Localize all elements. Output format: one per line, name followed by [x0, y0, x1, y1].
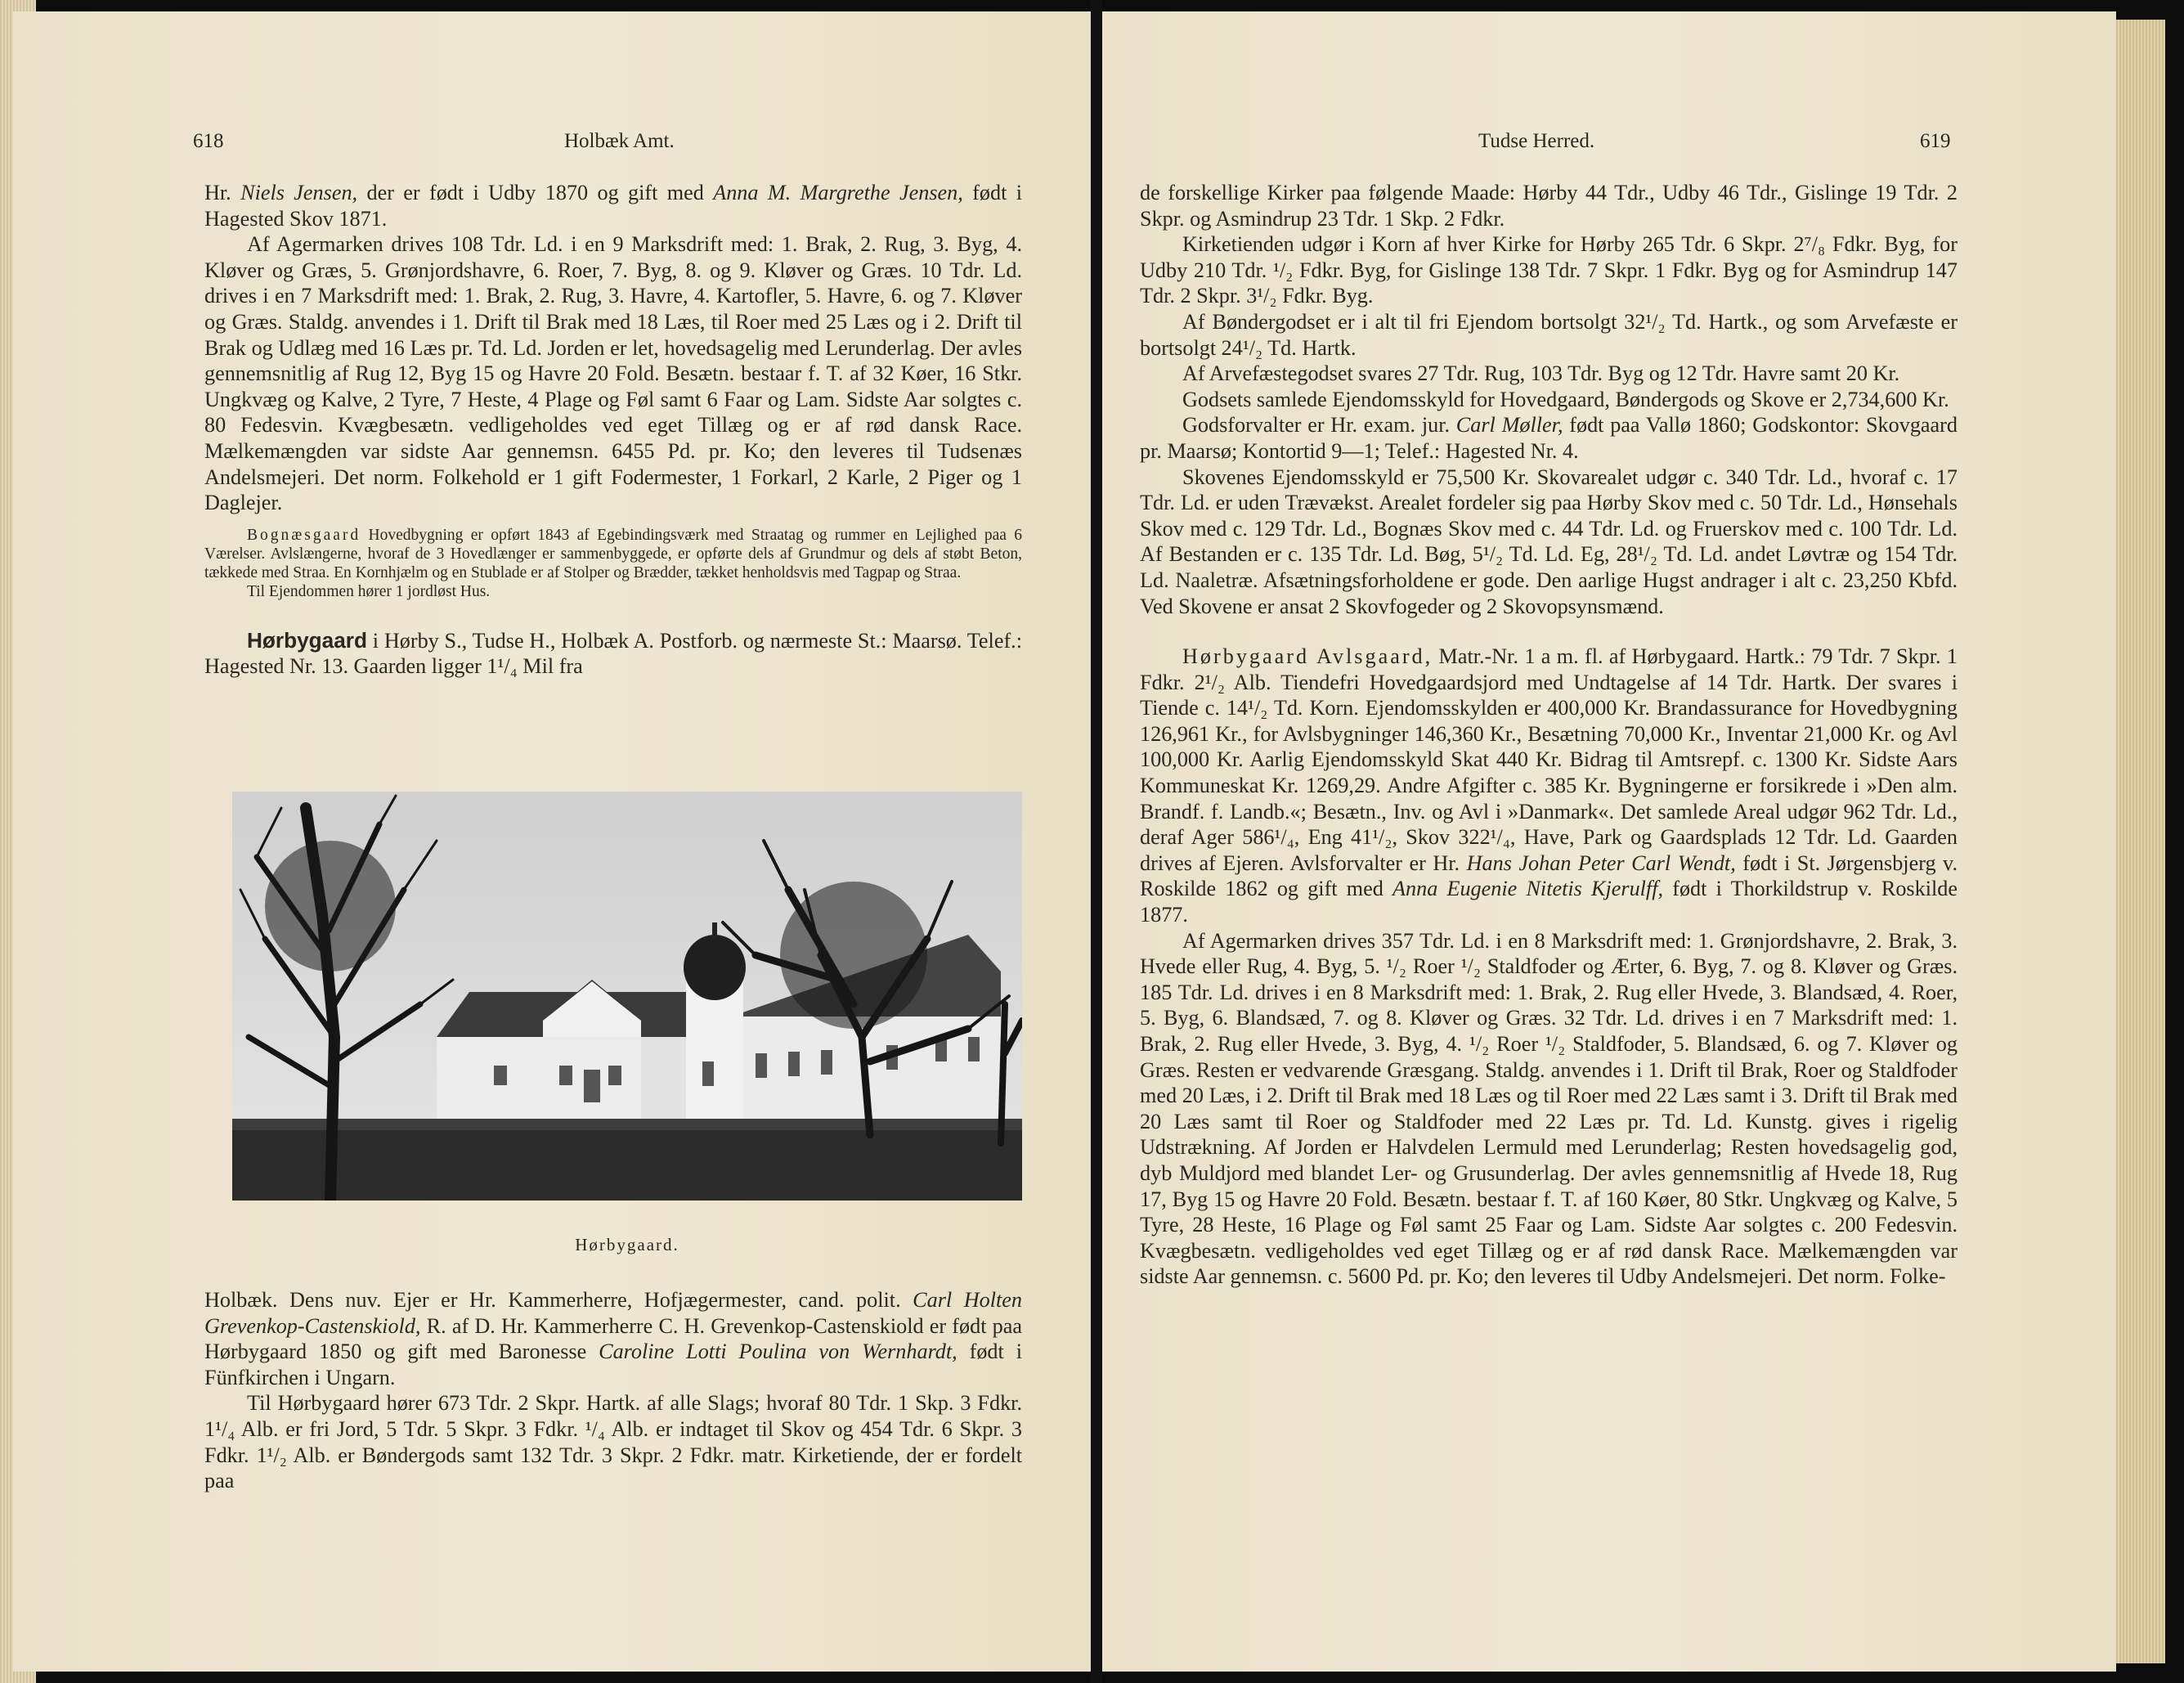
running-head-left: Holbæk Amt.: [564, 130, 675, 152]
estate-manager-paragraph: Godsforvalter er Hr. exam. jur. Carl Møller, født paa Vallø 1860; Godskontor: Skovgaard pr. Maarsø; Kontortid 9—1; Telef.: Hagested Nr. 4.: [1140, 413, 1958, 463]
left-page: [13, 11, 1091, 1672]
estate-valuation-paragraph: Godsets samlede Ejendomsskyld for Hovedgaard, Bøndergods og Skove er 2,734,600 Kr.: [1182, 387, 1949, 411]
crop-rotation-paragraph: Af Agermarken drives 357 Tdr. Ld. i en 8 Marksdrift med: 1. Grønjordshavre, 2. Brak, 3. Hvede eller Rug, 4. Byg, 5. ¹/₂ Roer ¹/₂ Staldfoder og Ærter, 6. Byg, 7. og 8. Kløver og Græs. 185 Tdr. Ld. drives i en 8 Marksdrift med: 1. Brak, 2. Rug eller Hvede, 3. Blandsæd, 4. Roer, 5. Byg, 6. Blandsæd, 7. og 8. Kløver og Græs. 32 Tdr. Ld. drives i en 7 Marksdrift med: 1. Brak, 2. Rug eller Hvede, 3. Byg, 4. ¹/₂ Roer ¹/₂ Staldfoder, 5. Blandsæd, 6. og 7. Kløver og Græs. Resten er vedvarende Græsgang. Staldg. anvendes i 1. Drift til Brak, Roer og Staldfoder med 20 Læs, i 2. Drift til Brak med 18 Læs og til Roer med 22 Læs samt i 3. Drift til Brak med 20 Læs samt til Roer og Staldfoder med 22 Læs pr. Td. Ld. Kunstg. gives i rigelig Udstrækning. Af Jorden er Halvdelen Lermuld med Lerunderlag; Resten hovedsagelig god, dyb Muldjord med blandet Ler- og Grusunderlag. Der avles gennemsnitlig af Hvede 18, Rug 17, Byg 15 og Havre 20 Fold. Besætn. bestaar f. T. af 160 Køer, 80 Stkr. Ungkvæg og Kalve, 5 Tyre, 28 Heste, 16 Plage og Føl samt 25 Faar og Lam. Sidste Aar solgtes c. 200 Fedesvin. Kvægbesætn. vedligeholdes ved eget Tillæg og er af rød dansk Race. Mælkemængden var sidste Aar gennemsn. c. 5600 Pd. pr. Ko; den leveres til Udby Andelsmejeri. Det norm. Folke-: [1140, 928, 1958, 1289]
owner-paragraph: Hr. Niels Jensen, der er født i Udby 1870 og gift med Anna M. Margrethe Jensen, født i Hagested Skov 1871.: [204, 181, 1023, 231]
running-head-right: Tudse Herred.: [1478, 130, 1595, 152]
church-tithe-paragraph: Kirketienden udgør i Korn af hver Kirke for Hørby 265 Tdr. 6 Skpr. 2⁷/₈ Fdkr. Byg, for Udby 210 Tdr. ¹/₂ Fdkr. Byg, for Gislinge 138 Tdr. 7 Skpr. 1 Fdkr. Byg og for Asmindrup 147 Tdr. 2 Skpr. 3¹/₂ Fdkr. Byg.: [1140, 232, 1958, 308]
hartkorn-paragraph: Til Hørbygaard hører 673 Tdr. 2 Skpr. Hartk. af alle Slags; hvoraf 80 Tdr. 1 Skp. 3 Fdkr. 1¹/₄ Alb. er fri Jord, 5 Tdr. 5 Skpr. 3 Fdkr. ¹/₄ Alb. er indtaget til Skov og 454 Tdr. 6 Skpr. 3 Fdkr. 1¹/₂ Alb. er Bøndergods samt 132 Tdr. 3 Skpr. 2 Fdkr. matr. Kirketiende, der er fordelt paa: [204, 1391, 1022, 1493]
page-number-right: 619: [1920, 130, 1951, 152]
left-text-bottom: [204, 1287, 1022, 1494]
left-text-top: [204, 180, 1022, 680]
right-text: [1140, 180, 1958, 1290]
agriculture-paragraph: Af Agermarken drives 108 Tdr. Ld. i en 9 Marksdrift med: 1. Brak, 2. Rug, 3. Byg, 4. Kløver og Græs, 5. Grønjordshavre, 6. Roer, 7. Byg, 8. og 9. Kløver og Græs. 10 Tdr. Ld. drives i en 7 Marksdrift med: 1. Brak, 2. Rug, 3. Havre, 4. Kartofler, 5. Havre, 6. og 7. Kløver og Græs. Staldg. anvendes i 1. Drift til Brak med 18 Læs, til Roer med 25 Læs og i 2. Drift til Brak og Udlæg med 16 Læs pr. Td. Ld. Jorden er let, hovedsagelig med Lerunderlag. Der avles gennemsnitlig af Rug 12, Byg 15 og Havre 20 Fold. Besætn. bestaar f. T. af 32 Køer, 16 Stkr. Ungkvæg og Kalve, 2 Tyre, 7 Heste, 4 Plage og Føl samt 6 Faar og Lam. Sidste Aar solgtes c. 80 Fedesvin. Kvægbesætn. vedligeholdes ved eget Tillæg og er af rød dansk Race. Mælkemængden var sidste Aar gennemsn. 6455 Pd. pr. Ko; den leveres til Tudsenæs Andelsmejeri. Det norm. Folkehold er 1 gift Fodermester, 1 Forkarl, 2 Karle, 2 Piger og 1 Daglejer.: [204, 232, 1022, 515]
right-page: [1102, 11, 2116, 1672]
building-note: Bognæsgaard Hovedbygning er opført 1843 af Egebindingsværk med Straatag og rummer en Lejlighed paa 6 Værelser. Avlslængerne, hvoraf de 3 Hovedlænger er sammenbyggede, er opførte dels af Grundmur og dels af støbt Beton, tækkede med Straa. En Kornhjælm og en Stublade er af Stolper og Brædder, tækket henholdsvis med Tagpap og Straa.: [204, 526, 1022, 582]
entry-title: Hørbygaard: [247, 627, 367, 653]
book-gutter: [1091, 0, 1102, 1683]
book-edge-right: [2116, 20, 2165, 1663]
building-note-2: Til Ejendommen hører 1 jordløst Hus.: [247, 583, 491, 601]
page-number-left: 618: [193, 130, 224, 152]
entry-heading-paragraph: Hørbygaard i Hørby S., Tudse H., Holbæk A. Postforb. og nærmeste St.: Maarsø. Telef.: Hagested Nr. 13. Gaarden ligger 1¹/₄ Mil fra: [204, 627, 1022, 679]
hereditary-lease-paragraph: Af Arvefæstegodset svares 27 Tdr. Rug, 103 Tdr. Byg og 12 Tdr. Havre samt 20 Kr.: [1182, 361, 1900, 386]
manor-photograph: [232, 792, 1022, 1201]
photo-caption: Hørbygaard.: [575, 1235, 679, 1254]
forest-paragraph: Skovenes Ejendomsskyld er 75,500 Kr. Skovarealet udgør c. 340 Tdr. Ld., hvoraf c. 17 Tdr. Ld. er uden Trævækst. Arealet fordeler sig paa Hørby Skov med c. 50 Tdr. Ld., Hønsehals Skov med c. 129 Tdr. Ld., Bognæs Skov med c. 44 Tdr. Ld. og Fruerskov med c. 100 Tdr. Ld. Af Bestanden er c. 135 Tdr. Ld. Bøg, 5¹/₂ Td. Ld. Eg, 28¹/₂ Td. Ld. andet Løvtræ og 154 Tdr. Ld. Naaletræ. Afsætningsforholdene er gode. Den aarlige Hugst andrager i alt c. 23,250 Kbfd. Ved Skovene er ansat 2 Skovfogeder og 2 Skovopsynsmænd.: [1140, 465, 1958, 618]
home-farm-paragraph: Hørbygaard Avlsgaard, Matr.-Nr. 1 a m. fl. af Hørbygaard. Hartk.: 79 Tdr. 7 Skpr. 1 Fdkr. 2¹/₂ Alb. Tiendefri Hovedgaardsjord med Undtagelse af 14 Tdr. Hartk. Der svares i Tiende c. 14¹/₂ Td. Korn. Ejendomsskylden er 400,000 Kr. Brandassurance for Hovedbygning 126,961 Kr., for Avlsbygninger 146,360 Kr., Besætning 70,000 Kr., Inventar 21,000 Kr. og Avl 100,000 Kr. Aarlig Ejendomsskyld Skat 440 Kr. Bidrag til Amtsrepf. c. 1300 Kr. Sidste Aars Kommuneskat Kr. 1269,29. Andre Afgifter c. 385 Kr. Bygningerne er forsikrede i »Den alm. Brandf. f. Landb.«; Besætn., Inv. og Avl i »Danmark«. Det samlede Areal udgør 962 Tdr. Ld., deraf Ager 586¹/₄, Eng 41¹/₂, Skov 322¹/₄, Have, Park og Gaardsplads 12 Tdr. Ld. Gaarden drives af Ejeren. Avlsforvalter er Hr. Hans Johan Peter Carl Wendt, født i St. Jørgensbjerg v. Roskilde 1862 og gift med Anna Eugenie Nitetis Kjerulff, født i Thorkildstrup v. Roskilde 1877.: [1140, 644, 1958, 927]
peasant-estate-paragraph: Af Bøndergodset er i alt til fri Ejendom bortsolgt 32¹/₂ Td. Hartk., og som Arvefæste er bortsolgt 24¹/₂ Td. Hartk.: [1140, 309, 1958, 360]
owner-paragraph-2: Holbæk. Dens nuv. Ejer er Hr. Kammerherre, Hofjægermester, cand. polit. Carl Holten Grevenkop-Castenskiold, R. af D. Hr. Kammerherre C. H. Grevenkop-Castenskiold er født paa Hørbygaard 1850 og gift med Baronesse Caroline Lotti Poulina von Wernhardt, født i Fünfkirchen i Ungarn.: [204, 1288, 1022, 1389]
church-distribution-paragraph: de forskellige Kirker paa følgende Maade: Hørby 44 Tdr., Udby 46 Tdr., Gislinge 19 Tdr. 2 Skpr. og Asmindrup 23 Tdr. 1 Skp. 2 Fdkr.: [1140, 181, 1958, 231]
